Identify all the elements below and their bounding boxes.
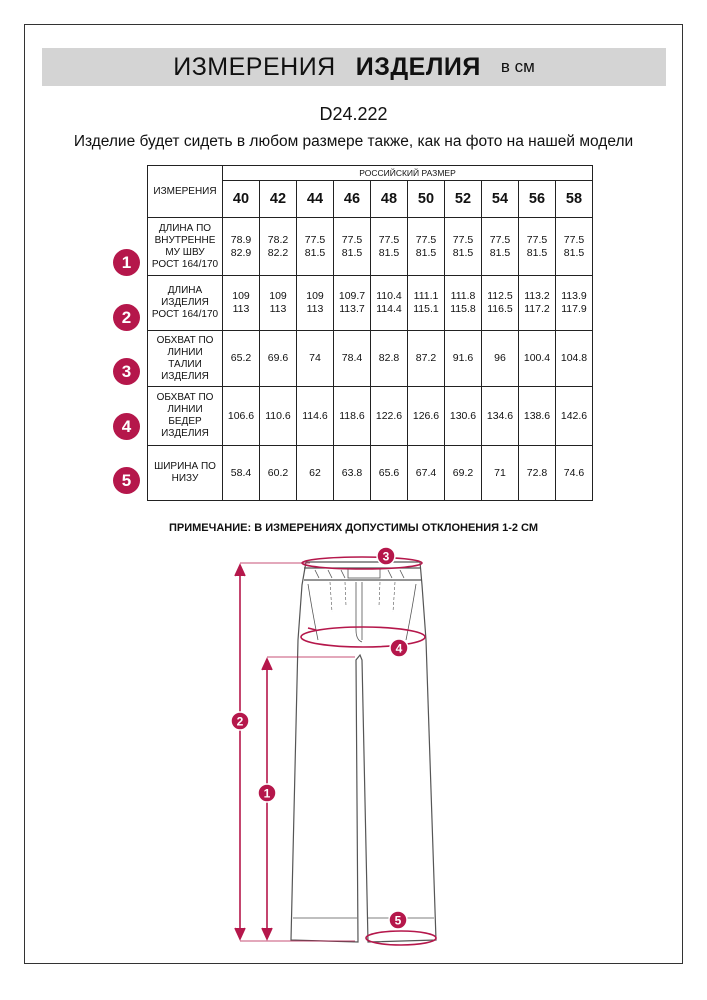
title-units: в см [500, 57, 535, 76]
measurement-value: 100.4 [519, 331, 556, 387]
diagram-marker-label: 4 [395, 641, 403, 656]
measurement-row [148, 276, 593, 331]
trousers-diagram [0, 540, 707, 1000]
measurement-value: 65.6 [371, 446, 408, 501]
measurement-value: 65.2 [223, 331, 260, 387]
measurement-row [148, 387, 593, 446]
measurement-value: 77.5 81.5 [445, 218, 482, 276]
measurement-value: 74.6 [556, 446, 593, 501]
title-bar [42, 48, 666, 86]
diagram-marker-label: 2 [236, 714, 244, 729]
measurement-value: 114.6 [297, 387, 334, 446]
diagram-marker-label: 1 [263, 786, 271, 801]
measurement-value: 111.1 115.1 [408, 276, 445, 331]
measurement-value: 126.6 [408, 387, 445, 446]
measurement-label: ДЛИНА ПО ВНУТРЕННЕ МУ ШВУ РОСТ 164/170 [148, 218, 223, 276]
measurement-label: ОБХВАТ ПО ЛИНИИ БЕДЕР ИЗДЕЛИЯ [148, 387, 223, 446]
size-56: 56 [519, 181, 556, 218]
measurement-row [148, 218, 593, 276]
size-42: 42 [260, 181, 297, 218]
measurement-label: ОБХВАТ ПО ЛИНИИ ТАЛИИ ИЗДЕЛИЯ [148, 331, 223, 387]
measurement-value: 71 [482, 446, 519, 501]
measurement-label: ШИРИНА ПО НИЗУ [148, 446, 223, 501]
measurement-value: 77.5 81.5 [297, 218, 334, 276]
measurement-value: 74 [297, 331, 334, 387]
row-number-badge: 4 [113, 413, 140, 440]
measurement-value: 67.4 [408, 446, 445, 501]
measurement-value: 77.5 81.5 [408, 218, 445, 276]
fit-note: Изделие будет сидеть в любом размере также, как на фото на нашей модели [73, 133, 634, 150]
size-48: 48 [371, 181, 408, 218]
diagram-marker-label: 3 [382, 549, 390, 564]
measurement-value: 111.8 115.8 [445, 276, 482, 331]
measurement-value: 77.5 81.5 [334, 218, 371, 276]
measurement-value: 91.6 [445, 331, 482, 387]
article-number: D24.222 [319, 104, 388, 124]
measurement-value: 78.4 [334, 331, 371, 387]
measurement-value: 96 [482, 331, 519, 387]
size-50: 50 [408, 181, 445, 218]
size-44: 44 [297, 181, 334, 218]
measurement-value: 110.4 114.4 [371, 276, 408, 331]
size-group-label: РОССИЙСКИЙ РАЗМЕР [223, 166, 593, 181]
size-table [147, 165, 593, 501]
measurement-value: 63.8 [334, 446, 371, 501]
fly-seam [356, 582, 362, 642]
measurement-value: 69.6 [260, 331, 297, 387]
row-number-badge: 2 [113, 304, 140, 331]
measurement-value: 112.5 116.5 [482, 276, 519, 331]
measurement-value: 104.8 [556, 331, 593, 387]
measurement-value: 109 113 [297, 276, 334, 331]
measurement-value: 109 113 [223, 276, 260, 331]
measurement-value: 122.6 [371, 387, 408, 446]
measurement-value: 118.6 [334, 387, 371, 446]
measurement-value: 69.2 [445, 446, 482, 501]
row-number-badge: 1 [113, 249, 140, 276]
measurement-value: 113.2 117.2 [519, 276, 556, 331]
size-52: 52 [445, 181, 482, 218]
diagram-marker-label: 5 [394, 913, 402, 928]
measurement-value: 60.2 [260, 446, 297, 501]
measurement-value: 134.6 [482, 387, 519, 446]
size-58: 58 [556, 181, 593, 218]
size-46: 46 [334, 181, 371, 218]
title-item: ИЗДЕЛИЯ [355, 52, 481, 81]
trousers-outline [291, 562, 436, 942]
measurement-value: 110.6 [260, 387, 297, 446]
measurement-value: 78.9 82.9 [223, 218, 260, 276]
tolerance-note: ПРИМЕЧАНИЕ: В ИЗМЕРЕНИЯХ ДОПУСТИМЫ ОТКЛОНЕНИЯ 1-2 СМ [168, 522, 539, 534]
measurement-row [148, 446, 593, 501]
measurement-value: 62 [297, 446, 334, 501]
measurement-value: 77.5 81.5 [519, 218, 556, 276]
measurement-value: 82.8 [371, 331, 408, 387]
row-number-badge: 3 [113, 358, 140, 385]
measurement-value: 113.9 117.9 [556, 276, 593, 331]
title-measurements: ИЗМЕРЕНИЯ [173, 52, 336, 81]
measurement-value: 138.6 [519, 387, 556, 446]
measurement-value: 87.2 [408, 331, 445, 387]
size-40: 40 [223, 181, 260, 218]
size-54: 54 [482, 181, 519, 218]
measurement-label: ДЛИНА ИЗДЕЛИЯ РОСТ 164/170 [148, 276, 223, 331]
waist-measure-ellipse [302, 557, 422, 569]
hem-measure-ellipse [366, 931, 436, 945]
measurement-value: 78.2 82.2 [260, 218, 297, 276]
measurement-value: 72.8 [519, 446, 556, 501]
measurement-value: 109.7 113.7 [334, 276, 371, 331]
measurement-value: 142.6 [556, 387, 593, 446]
measurement-value: 109 113 [260, 276, 297, 331]
measurement-value: 106.6 [223, 387, 260, 446]
measurement-value: 58.4 [223, 446, 260, 501]
row-number-badge: 5 [113, 467, 140, 494]
measurement-value: 130.6 [445, 387, 482, 446]
corner-label: ИЗМЕРЕНИЯ [148, 166, 223, 218]
measurement-row [148, 331, 593, 387]
measurement-value: 77.5 81.5 [556, 218, 593, 276]
measurement-value: 77.5 81.5 [482, 218, 519, 276]
measurement-value: 77.5 81.5 [371, 218, 408, 276]
